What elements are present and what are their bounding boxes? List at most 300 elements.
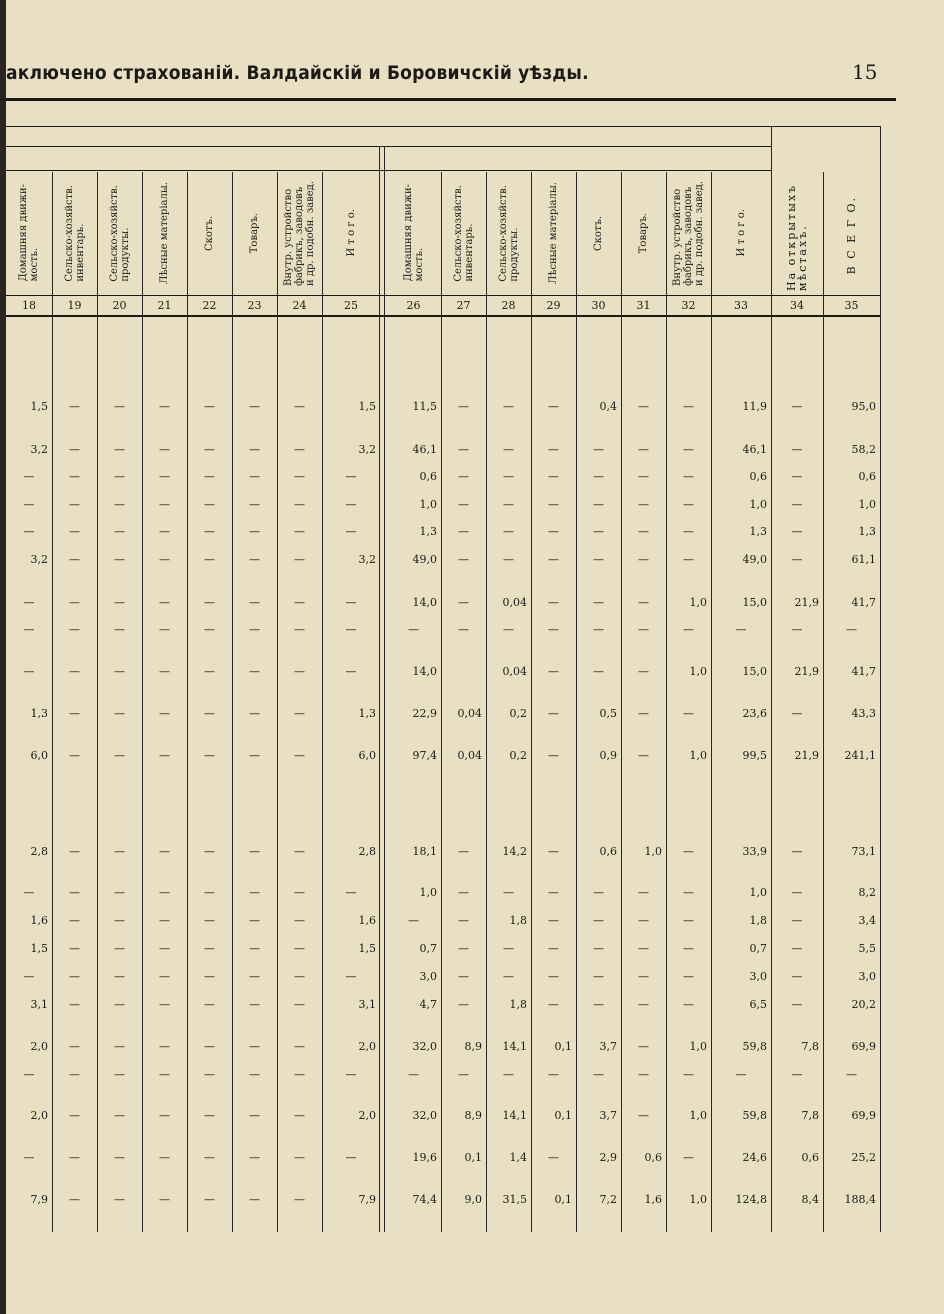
table-cell: — (458, 400, 469, 413)
column-header-label: Внутр. устройство фабрикъ, заводовъ и др. подобн. завед. (672, 180, 705, 286)
table-cell: 33,9 (742, 845, 767, 858)
table-cell: 1,0 (689, 665, 707, 678)
table-cell: — (69, 707, 80, 720)
table-cell: 46,1 (742, 443, 767, 456)
column-number-rule-top (6, 295, 881, 296)
table-cell: — (638, 470, 649, 483)
table-cell: — (159, 970, 170, 983)
table-cell: — (114, 914, 125, 927)
table-cell: — (69, 914, 80, 927)
table-cell: — (294, 942, 305, 955)
table-cell: — (548, 470, 559, 483)
table-cell: — (114, 1040, 125, 1053)
table-cell: — (159, 1040, 170, 1053)
table-cell: — (204, 845, 215, 858)
table-cell: — (159, 707, 170, 720)
table-cell: — (683, 1068, 694, 1081)
table-cell: — (69, 498, 80, 511)
table-cell: — (548, 553, 559, 566)
table-cell: 14,1 (502, 1109, 527, 1122)
table-cell: — (458, 914, 469, 927)
table-cell: 1,0 (689, 1040, 707, 1053)
table-cell: — (294, 498, 305, 511)
table-cell: — (114, 525, 125, 538)
table-cell: — (458, 623, 469, 636)
table-cell: — (159, 1109, 170, 1122)
table-cell: — (593, 498, 604, 511)
table-cell: — (204, 525, 215, 538)
table-cell: — (23, 1151, 35, 1164)
table-cell: — (159, 749, 170, 762)
table-cell: — (638, 970, 649, 983)
table-cell: — (593, 665, 604, 678)
table-cell: — (735, 1068, 747, 1081)
table-cell: — (345, 470, 357, 483)
band-rule-1 (6, 126, 881, 127)
table-cell: 8,9 (464, 1109, 482, 1122)
column-number: 31 (636, 299, 651, 312)
table-cell: — (458, 1068, 469, 1081)
table-cell: 1,0 (689, 749, 707, 762)
table-cell: 1,8 (509, 998, 527, 1011)
column-header-label: И т о г о. (345, 209, 357, 257)
table-cell: — (249, 596, 260, 609)
table-cell: — (159, 400, 170, 413)
table-cell: — (345, 596, 357, 609)
table-cell: — (114, 470, 125, 483)
table-cell: 21,9 (794, 596, 819, 609)
table-cell: 3,0 (749, 970, 767, 983)
table-cell: — (408, 914, 419, 927)
table-cell: 32,0 (412, 1109, 437, 1122)
table-cell: — (204, 596, 215, 609)
table-cell: — (23, 498, 35, 511)
table-cell: — (294, 970, 305, 983)
column-number: 28 (501, 299, 516, 312)
table-cell: — (23, 623, 35, 636)
table-cell: — (159, 623, 170, 636)
column-header-label: Домашняя движи- мость. (18, 184, 40, 282)
table-cell: — (638, 1040, 649, 1053)
table-cell: — (548, 596, 559, 609)
table-cell: 0,7 (749, 942, 767, 955)
table-cell: 0,6 (858, 470, 876, 483)
table-cell: — (458, 525, 469, 538)
table-cell: — (159, 443, 170, 456)
table-cell: — (548, 998, 559, 1011)
table-cell: — (114, 970, 125, 983)
header-rule (0, 98, 896, 101)
table-cell: 11,5 (412, 400, 437, 413)
table-cell: — (249, 845, 260, 858)
table-cell: 2,9 (599, 1151, 617, 1164)
table-cell: — (69, 470, 80, 483)
table-cell: — (204, 443, 215, 456)
table-cell: — (249, 553, 260, 566)
table-cell: — (204, 665, 215, 678)
column-number: 20 (112, 299, 127, 312)
table-cell: 0,2 (509, 749, 527, 762)
table-cell: — (294, 1151, 305, 1164)
table-cell: — (204, 1193, 215, 1206)
table-cell: — (159, 942, 170, 955)
table-cell: — (69, 1109, 80, 1122)
table-cell: — (791, 623, 803, 636)
table-cell: — (791, 845, 803, 858)
table-cell: 49,0 (412, 553, 437, 566)
table-cell: — (159, 470, 170, 483)
column-number: 30 (591, 299, 606, 312)
table-cell: — (638, 443, 649, 456)
table-cell: — (735, 623, 747, 636)
table-cell: — (791, 886, 803, 899)
table-cell: — (791, 1068, 803, 1081)
table-cell: — (69, 443, 80, 456)
table-cell: — (294, 707, 305, 720)
column-header-label: Скотъ. (204, 215, 215, 251)
table-cell: — (204, 970, 215, 983)
table-cell: 24,6 (742, 1151, 767, 1164)
table-cell: — (548, 1151, 559, 1164)
table-cell: — (593, 886, 604, 899)
table-cell: — (548, 623, 559, 636)
table-cell: — (548, 498, 559, 511)
table-cell: 1,5 (30, 400, 48, 413)
table-cell: — (345, 498, 357, 511)
table-cell: — (114, 498, 125, 511)
table-cell: 3,1 (358, 998, 376, 1011)
column-header (771, 128, 823, 294)
column-header (52, 172, 97, 294)
table-cell: — (548, 443, 559, 456)
table-cell: — (294, 400, 305, 413)
table-cell: 69,9 (851, 1109, 876, 1122)
table-cell: — (249, 665, 260, 678)
table-cell: — (791, 707, 803, 720)
table-cell: 14,2 (502, 845, 527, 858)
table-cell: — (593, 1068, 604, 1081)
column-header (277, 172, 322, 294)
table-cell: 9,0 (464, 1193, 482, 1206)
table-cell: — (345, 623, 357, 636)
column-number: 19 (67, 299, 82, 312)
table-cell: — (204, 400, 215, 413)
table-cell: — (638, 914, 649, 927)
column-number: 21 (157, 299, 172, 312)
table-cell: — (159, 886, 170, 899)
column-number: 27 (456, 299, 471, 312)
table-cell: — (791, 914, 803, 927)
table-cell: — (548, 749, 559, 762)
table-cell: 0,04 (502, 665, 527, 678)
table-cell: 58,2 (851, 443, 876, 456)
table-cell: 1,5 (358, 400, 376, 413)
table-cell: — (294, 1193, 305, 1206)
table-cell: — (204, 1109, 215, 1122)
column-number: 22 (202, 299, 217, 312)
table-cell: 1,8 (509, 914, 527, 927)
table-cell: — (294, 998, 305, 1011)
table-cell: — (638, 665, 649, 678)
table-cell: — (114, 1109, 125, 1122)
table-cell: — (69, 845, 80, 858)
table-cell: 3,2 (358, 553, 376, 566)
table-cell: — (114, 1151, 125, 1164)
table-cell: — (249, 914, 260, 927)
column-header-label: Лѣсные матеріалы. (159, 182, 170, 284)
table-cell: — (503, 498, 514, 511)
table-cell: — (249, 443, 260, 456)
band-rule-2 (6, 146, 771, 147)
table-cell: 8,2 (858, 886, 876, 899)
table-cell: — (69, 553, 80, 566)
table-cell: — (791, 553, 803, 566)
column-header-label: Скотъ. (593, 215, 604, 251)
table-cell: — (345, 970, 357, 983)
table-cell: — (294, 470, 305, 483)
table-cell: — (249, 1068, 260, 1081)
table-cell: — (791, 470, 803, 483)
table-cell: — (458, 470, 469, 483)
table-cell: 7,2 (599, 1193, 617, 1206)
table-cell: — (683, 443, 694, 456)
page-number: 15 (852, 60, 878, 84)
column-header-label: И т о г о. (735, 209, 747, 257)
table-cell: — (548, 886, 559, 899)
table-cell: 1,3 (749, 525, 767, 538)
table-cell: — (791, 942, 803, 955)
column-header (142, 172, 187, 294)
table-cell: 20,2 (851, 998, 876, 1011)
table-cell: — (23, 596, 35, 609)
table-cell: — (683, 845, 694, 858)
table-cell: 241,1 (844, 749, 876, 762)
table-cell: — (69, 1068, 80, 1081)
table-cell: — (249, 525, 260, 538)
column-header-label: Сельско-хозяйств. продукты. (497, 184, 520, 282)
table-cell: — (638, 553, 649, 566)
table-cell: — (503, 886, 514, 899)
table-cell: 6,5 (749, 998, 767, 1011)
table-cell: — (683, 998, 694, 1011)
table-cell: — (114, 998, 125, 1011)
table-cell: — (791, 400, 803, 413)
table-cell: 73,1 (851, 845, 876, 858)
table-cell: 2,0 (30, 1109, 48, 1122)
table-cell: — (638, 596, 649, 609)
table-cell: — (294, 845, 305, 858)
table-cell: 14,0 (412, 596, 437, 609)
table-cell: — (204, 498, 215, 511)
table-cell: — (638, 886, 649, 899)
table-cell: — (69, 749, 80, 762)
table-cell: 0,6 (599, 845, 617, 858)
table-cell: — (159, 1193, 170, 1206)
table-cell: — (249, 623, 260, 636)
table-cell: 1,3 (858, 525, 876, 538)
table-cell: 188,4 (844, 1193, 876, 1206)
page-title: аключено страхованій. Валдайскій и Боровичскій уѣзды. (6, 62, 589, 84)
table-cell: — (23, 886, 35, 899)
table-cell: 0,1 (464, 1151, 482, 1164)
table-cell: 21,9 (794, 749, 819, 762)
table-cell: — (294, 1109, 305, 1122)
table-cell: — (204, 998, 215, 1011)
table-cell: 3,2 (358, 443, 376, 456)
table-cell: — (503, 623, 514, 636)
column-header-label: Сельско-хозяйств. продукты. (108, 184, 131, 282)
table-cell: — (548, 707, 559, 720)
table-cell: 7,9 (358, 1193, 376, 1206)
table-cell: — (458, 998, 469, 1011)
table-cell: 1,0 (749, 886, 767, 899)
table-cell: — (593, 553, 604, 566)
table-cell: — (114, 665, 125, 678)
column-header (576, 172, 621, 294)
table-cell: — (548, 942, 559, 955)
table-cell: — (458, 970, 469, 983)
table-cell: — (249, 886, 260, 899)
table-cell: — (683, 553, 694, 566)
table-cell: — (23, 1068, 35, 1081)
table-cell: 7,8 (801, 1040, 819, 1053)
table-cell: 41,7 (851, 596, 876, 609)
table-cell: — (114, 707, 125, 720)
column-header-label: Домашняя движи- мость. (402, 184, 425, 282)
column-header (666, 172, 711, 294)
table-cell: 22,9 (412, 707, 437, 720)
table-cell: — (204, 942, 215, 955)
table-cell: — (159, 498, 170, 511)
table-cell: 0,4 (599, 400, 617, 413)
column-header (97, 172, 142, 294)
table-cell: 1,0 (749, 498, 767, 511)
table-cell: — (159, 1151, 170, 1164)
table-cell: — (294, 596, 305, 609)
table-cell: — (503, 1068, 514, 1081)
table-cell: 1,5 (358, 942, 376, 955)
table-cell: 14,1 (502, 1040, 527, 1053)
table-cell: — (69, 1193, 80, 1206)
column-number: 29 (546, 299, 561, 312)
table-cell: — (23, 665, 35, 678)
table-cell: — (593, 443, 604, 456)
table-cell: 0,6 (749, 470, 767, 483)
table-cell: 3,2 (30, 443, 48, 456)
table-cell: — (159, 1068, 170, 1081)
column-number: 23 (247, 299, 262, 312)
table-cell: — (791, 498, 803, 511)
table-cell: 1,6 (644, 1193, 662, 1206)
column-number: 34 (790, 299, 804, 312)
table-cell: — (23, 525, 35, 538)
table-cell: 46,1 (412, 443, 437, 456)
table-cell: 3,2 (30, 553, 48, 566)
table-cell: — (846, 623, 857, 636)
column-number: 33 (734, 299, 748, 312)
table-cell: — (345, 525, 357, 538)
table-cell: — (204, 1151, 215, 1164)
table-cell: 0,04 (502, 596, 527, 609)
table-cell: — (204, 470, 215, 483)
table-cell: — (69, 970, 80, 983)
table-cell: — (294, 886, 305, 899)
table-cell: — (458, 498, 469, 511)
column-header (386, 172, 441, 294)
table-cell: — (294, 749, 305, 762)
table-cell: 0,5 (599, 707, 617, 720)
table-cell: — (458, 845, 469, 858)
table-cell: — (159, 665, 170, 678)
table-cell: — (69, 596, 80, 609)
table-cell: 61,1 (851, 553, 876, 566)
column-header (531, 172, 576, 294)
table-cell: 3,7 (599, 1040, 617, 1053)
table-cell: 0,7 (419, 942, 437, 955)
column-header-label: В С Е Г О. (845, 195, 858, 275)
table-cell: — (683, 886, 694, 899)
table-cell: — (204, 623, 215, 636)
table-cell: 1,8 (749, 914, 767, 927)
column-header-label: Товаръ. (638, 212, 649, 254)
column-number: 26 (406, 299, 421, 312)
table-cell: 3,7 (599, 1109, 617, 1122)
table-cell: — (683, 470, 694, 483)
table-cell: 1,0 (858, 498, 876, 511)
column-header-label: На открытыхъ мѣстахъ. (785, 183, 809, 291)
table-cell: — (204, 749, 215, 762)
column-header (711, 172, 771, 294)
table-cell: 4,7 (419, 998, 437, 1011)
table-cell: 99,5 (742, 749, 767, 762)
table-cell: — (204, 886, 215, 899)
column-number: 32 (681, 299, 696, 312)
table-cell: 6,0 (30, 749, 48, 762)
table-cell: — (294, 1040, 305, 1053)
column-number: 25 (344, 299, 358, 312)
table-cell: — (204, 1068, 215, 1081)
table-cell: 15,0 (742, 665, 767, 678)
table-cell: — (345, 1151, 357, 1164)
table-cell: — (69, 665, 80, 678)
table-cell: — (638, 525, 649, 538)
table-cell: 0,04 (457, 707, 482, 720)
table-cell: — (683, 942, 694, 955)
table-cell: — (345, 1068, 357, 1081)
column-number: 24 (292, 299, 307, 312)
table-cell: 41,7 (851, 665, 876, 678)
table-cell: — (683, 498, 694, 511)
table-cell: 23,6 (742, 707, 767, 720)
table-cell: 7,9 (30, 1193, 48, 1206)
table-cell: — (683, 970, 694, 983)
table-cell: — (114, 886, 125, 899)
table-cell: — (345, 665, 357, 678)
table-cell: 2,0 (30, 1040, 48, 1053)
table-cell: 1,0 (689, 1193, 707, 1206)
table-cell: 2,0 (358, 1040, 376, 1053)
column-header-label: Товаръ. (249, 212, 260, 254)
table-cell: — (249, 749, 260, 762)
table-cell: — (458, 553, 469, 566)
table-cell: — (683, 623, 694, 636)
table-cell: 0,6 (419, 470, 437, 483)
table-cell: — (249, 1040, 260, 1053)
table-cell: — (408, 623, 419, 636)
table-cell: — (249, 470, 260, 483)
table-cell: — (204, 914, 215, 927)
table-cell: 2,8 (358, 845, 376, 858)
